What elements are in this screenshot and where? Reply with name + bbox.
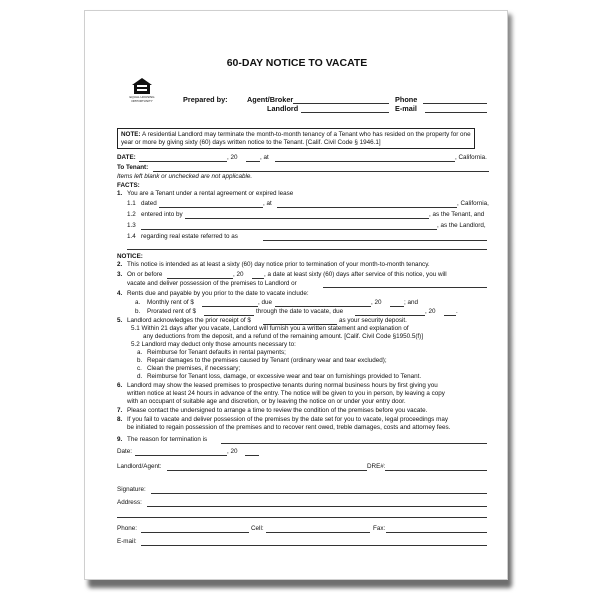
- fact-1-1-date-line[interactable]: [159, 207, 263, 208]
- fact-1-4-line[interactable]: [263, 240, 487, 241]
- fact-1-3-end: , as the Landlord,: [437, 222, 486, 229]
- fact-1-1-place-line[interactable]: [277, 207, 457, 208]
- email-label: E-mail: [395, 104, 417, 113]
- fact-1-2-number: 1.2: [127, 211, 136, 218]
- date-year-text: , 20: [227, 154, 238, 161]
- item-5-2b-label: b.: [137, 357, 143, 364]
- date-year-line[interactable]: [246, 161, 260, 162]
- item-4b-label: b.: [135, 308, 141, 315]
- item-7-text: Please contact the undersigned to arrange a time to review the condition of the premises before you vacate.: [127, 407, 428, 414]
- address-label: Address:: [117, 499, 142, 506]
- fact-1-number: 1.: [117, 190, 123, 197]
- fact-1-1-end: , California,: [457, 200, 489, 207]
- prorated-rent-line[interactable]: [204, 315, 254, 316]
- signature-line[interactable]: [151, 493, 487, 494]
- item-5-2a-label: a.: [137, 349, 143, 356]
- fact-1-3-number: 1.3: [127, 222, 136, 229]
- item-4a-year: , 20: [371, 299, 382, 306]
- item-7-number: 7.: [117, 407, 123, 414]
- sign-year-line[interactable]: [245, 455, 259, 456]
- fact-1-2-end: , as the Tenant, and: [429, 211, 485, 218]
- item-4b-text: Prorated rent of $: [147, 308, 197, 315]
- sign-email-line[interactable]: [141, 545, 487, 546]
- sign-phone-line[interactable]: [141, 532, 249, 533]
- item-3-number: 3.: [117, 271, 123, 278]
- fax-line[interactable]: [386, 532, 487, 533]
- termination-reason-line[interactable]: [221, 443, 487, 444]
- item-4a-due: , due: [258, 299, 273, 306]
- address-line-2[interactable]: [117, 517, 487, 518]
- date-line[interactable]: [139, 161, 227, 162]
- fax-label: Fax:: [373, 525, 386, 532]
- facts-heading: FACTS:: [117, 182, 140, 189]
- sign-phone-label: Phone:: [117, 525, 137, 532]
- item-6-line-2: written notice at least 24 hours in advance of the entry. The notice will be given to you in person, by leaving a copy: [127, 390, 445, 397]
- item-8-number: 8.: [117, 416, 123, 423]
- address-line[interactable]: [147, 506, 487, 507]
- item-3-deliver-line[interactable]: [323, 287, 487, 288]
- sign-date-line[interactable]: [135, 455, 227, 456]
- fact-1-2-text: entered into by: [141, 211, 183, 218]
- item-4-text: Rents due and payable by you prior to the date to vacate include:: [127, 290, 309, 297]
- monthly-rent-line[interactable]: [202, 306, 258, 307]
- to-tenant-label: To Tenant:: [117, 164, 149, 171]
- date-state-text: , California.: [455, 154, 487, 161]
- fact-1-4-text: regarding real estate referred to as: [141, 233, 238, 240]
- item-8-line-2: be initiated to regain possession of the premises and to recover rent owed, treble damages, costs and attorney fees.: [127, 424, 451, 431]
- item-3-year-line[interactable]: [252, 278, 264, 279]
- item-4a-text: Monthly rent of $: [147, 299, 194, 306]
- item-9-text: The reason for termination is: [127, 436, 208, 443]
- agent-broker-line[interactable]: [293, 103, 389, 104]
- item-2-text: This notice is intended as at least a sixty (60) day notice prior to termination of your month-to-month tenancy.: [127, 261, 430, 268]
- fact-1-text: You are a Tenant under a rental agreement or expired lease: [127, 190, 294, 197]
- item-5-2-text: 5.2 Landlord may deduct only those amounts necessary to:: [131, 341, 296, 348]
- to-tenant-line[interactable]: [153, 171, 489, 172]
- logo-caption: EQUAL HOUSING OPPORTUNITY: [129, 95, 155, 103]
- item-4a-label: a.: [135, 299, 141, 306]
- landlord-agent-label: Landlord/Agent:: [117, 463, 162, 470]
- landlord-label: Landlord: [267, 104, 299, 113]
- item-5-end: as your security deposit.: [339, 317, 407, 324]
- fact-1-2-line[interactable]: [185, 218, 429, 219]
- item-9-number: 9.: [117, 436, 123, 443]
- item-3-date-line[interactable]: [167, 278, 233, 279]
- sign-email-label: E-mail:: [117, 538, 137, 545]
- document-title: 60-DAY NOTICE TO VACATE: [226, 57, 368, 69]
- landlord-agent-line[interactable]: [167, 470, 367, 471]
- item-5-number: 5.: [117, 317, 123, 324]
- date-at-text: , at: [260, 154, 269, 161]
- prorated-due-line[interactable]: [355, 315, 425, 316]
- cell-label: Cell:: [251, 525, 264, 532]
- notice-heading: NOTICE:: [117, 253, 143, 260]
- item-4b-through: through the date to vacate, due: [256, 308, 344, 315]
- fact-1-4-number: 1.4: [127, 233, 136, 240]
- signature-label: Signature:: [117, 486, 146, 493]
- fact-1-1-at: , at: [263, 200, 272, 207]
- item-4-number: 4.: [117, 290, 123, 297]
- item-3-c: , a date at least sixty (60) days after service of this notice, you will: [264, 271, 447, 278]
- item-5-2b-text: Repair damages to the premises caused by Tenant (ordinary wear and tear excluded);: [147, 357, 387, 364]
- note-label: NOTE:: [121, 131, 141, 138]
- dre-line[interactable]: [385, 470, 487, 471]
- item-8-line-1: If you fail to vacate and deliver possession of the premises by the date set for you to vacate, legal proceedings may: [127, 416, 448, 423]
- item-5-2c-text: Clean the premises, if necessary;: [147, 365, 241, 372]
- date-place-line[interactable]: [275, 161, 455, 162]
- prepared-by-label: Prepared by:: [183, 95, 228, 104]
- date-label: DATE:: [117, 154, 136, 161]
- item-5-text: Landlord acknowledges the prior receipt of $: [127, 317, 251, 324]
- item-5-1-text: 5.1 Within 21 days after you vacate, Landlord will furnish you a written statement and explanation of: [131, 325, 409, 332]
- landlord-line[interactable]: [301, 112, 389, 113]
- document-page: [84, 10, 508, 580]
- item-4b-year: , 20: [425, 308, 436, 315]
- cell-line[interactable]: [266, 532, 370, 533]
- item-4b-end: .: [456, 308, 458, 315]
- sign-year-text: , 20: [227, 448, 238, 455]
- prorated-year-line[interactable]: [444, 315, 456, 316]
- item-6-number: 6.: [117, 382, 123, 389]
- item-5-1-text-2: any deductions from the deposit, and a refund of the remaining amount. [Calif. Civil Code §1950.5(f)]: [143, 333, 424, 340]
- item-5-2a-text: Reimburse for Tenant defaults in rental payments;: [147, 349, 286, 356]
- item-3-a: On or before: [127, 271, 163, 278]
- item-5-2d-label: d.: [137, 373, 143, 380]
- item-2-number: 2.: [117, 261, 123, 268]
- phone-label: Phone: [395, 95, 418, 104]
- items-blank-note: Items left blank or unchecked are not applicable.: [117, 173, 253, 180]
- item-5-2d-text: Reimburse for Tenant loss, damage, or excessive wear and tear on furnishings provided to Tenant.: [147, 373, 422, 380]
- monthly-rent-due-line[interactable]: [275, 306, 371, 307]
- agent-broker-label: Agent/Broker: [247, 95, 294, 104]
- equal-housing-logo: [125, 77, 159, 103]
- monthly-rent-year-line[interactable]: [390, 306, 404, 307]
- sign-date-label: Date:: [117, 448, 133, 455]
- item-3-b: , 20: [233, 271, 244, 278]
- fact-1-4-line-2[interactable]: [127, 249, 487, 250]
- fact-1-1-text: dated: [141, 200, 157, 207]
- item-5-2c-label: c.: [137, 365, 142, 372]
- item-4a-end: ; and: [404, 299, 419, 306]
- item-3-d: vacate and deliver possession of the premises to Landlord or: [127, 280, 297, 287]
- phone-line[interactable]: [423, 103, 487, 104]
- house-icon: [131, 77, 153, 95]
- note-box: [117, 128, 475, 149]
- item-6-line-3: with an occupant of suitable age and discretion, or by leaving the notice on or under your entry door.: [127, 398, 406, 405]
- fact-1-3-line[interactable]: [141, 229, 437, 230]
- note-text: A residential Landlord may terminate the month-to-month tenancy of a Tenant who has resided on the property for one year or more by giving sixty (60) days written notice to the Tenant. [Calif. Civil Code § 1946.1]: [121, 131, 471, 146]
- item-6-line-1: Landlord may show the leased premises to prospective tenants during normal business hours by first giving you: [127, 382, 438, 389]
- fact-1-1-number: 1.1: [127, 200, 136, 207]
- dre-label: DRE#:: [367, 463, 386, 470]
- email-line[interactable]: [425, 112, 487, 113]
